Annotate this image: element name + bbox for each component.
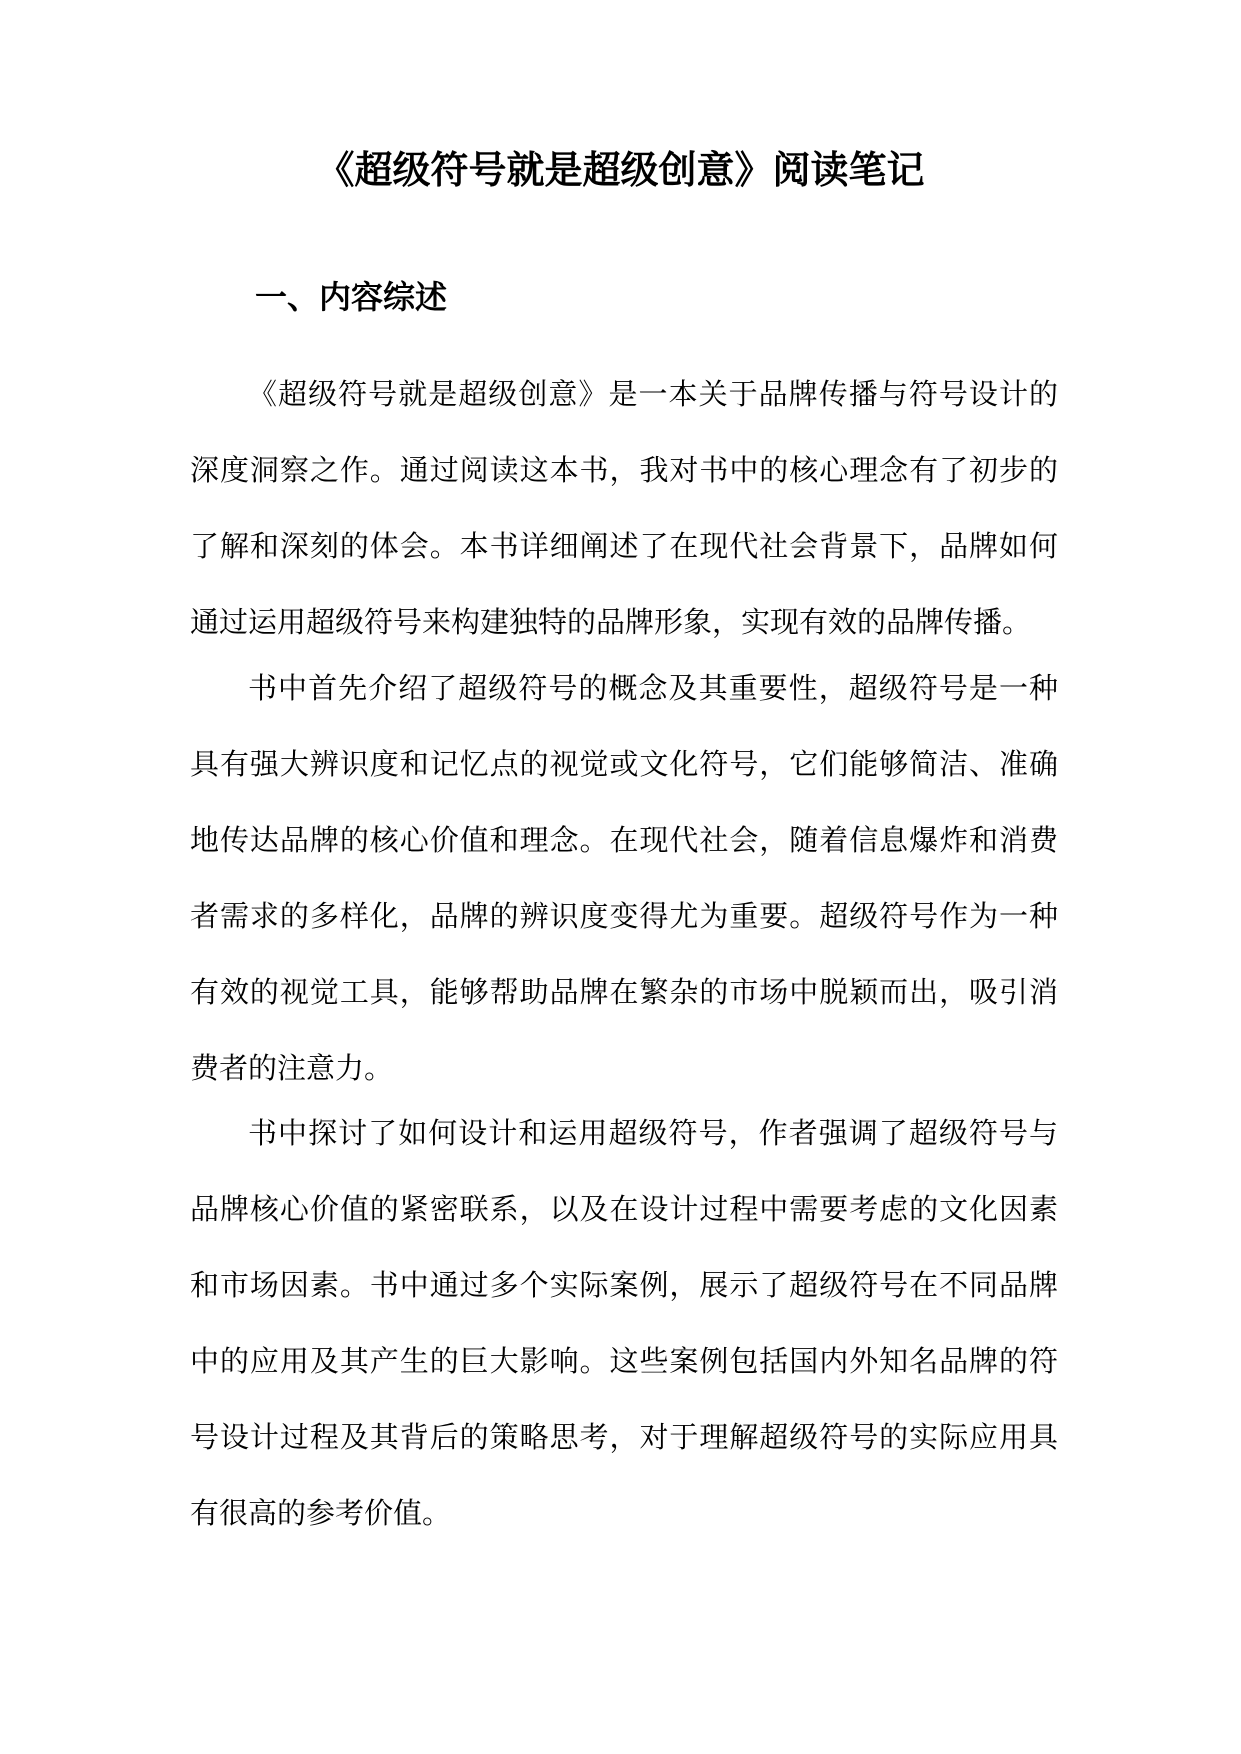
paragraph: 书中首先介绍了超级符号的概念及其重要性，超级符号是一种具有强大辨识度和记忆点的视觉或文化符号，它们能够简洁、准确地传达品牌的核心价值和理念。在现代社会，随着信息爆炸和消费者需求的多样化，品牌的辨识度变得尤为重要。超级符号作为一种有效的视觉工具，能够帮助品牌在繁杂的市场中脱颖而出，吸引消费者的注意力。	[190, 671, 1058, 1085]
paragraph: 书中探讨了如何设计和运用超级符号，作者强调了超级符号与品牌核心价值的紧密联系，以及在设计过程中需要考虑的文化因素和市场因素。书中通过多个实际案例，展示了超级符号在不同品牌中的应用及其产生的巨大影响。这些案例包括国内外知名品牌的符号设计过程及其背后的策略思考，对于理解超级符号的实际应用具有很高的参考价值。	[190, 1116, 1058, 1530]
document-title: 《超级符号就是超级创意》阅读笔记	[316, 147, 925, 192]
section-heading-overview: 一、内容综述	[255, 278, 448, 316]
paragraph: 《超级符号就是超级创意》是一本关于品牌传播与符号设计的深度洞察之作。通过阅读这本书，我对书中的核心理念有了初步的了解和深刻的体会。本书详细阐述了在现代社会背景下，品牌如何通过运用超级符号来构建独特的品牌形象，实现有效的品牌传播。	[190, 377, 1058, 639]
